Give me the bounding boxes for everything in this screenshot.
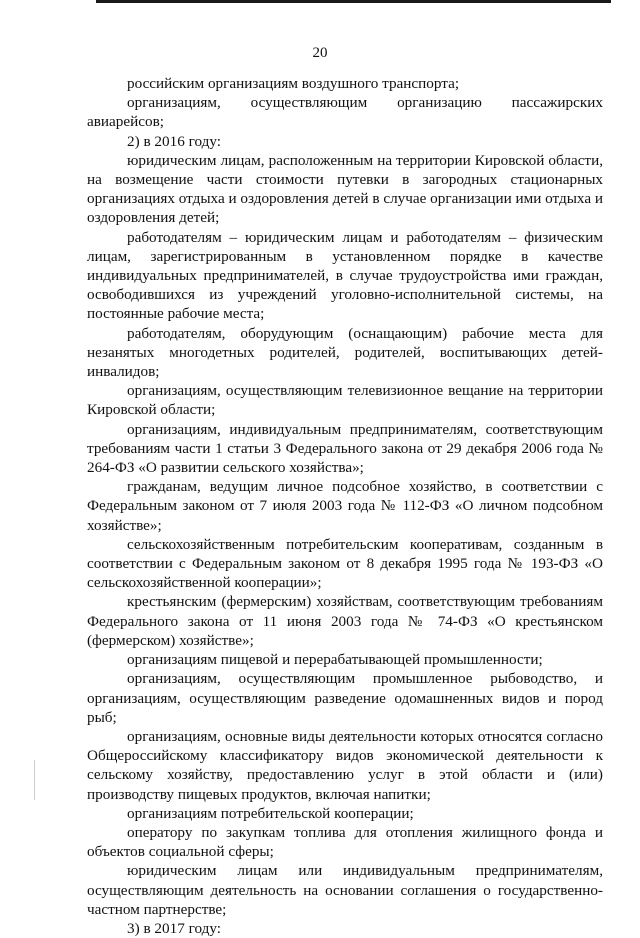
paragraph: организациям пищевой и перерабатывающей промышленности; — [127, 651, 543, 669]
paragraph: сельскохозяйственным потребительским кооперативам, созданным в соответствии с Федеральным законом от 8 декабря 1995 года № 193-ФЗ «О сельскохозяйственной кооперации»; — [87, 535, 603, 592]
paragraph: организациям, основные виды деятельности которых относятся согласно Общероссийскому классификатору видов экономической деятельности к сельскому хозяйству, предоставлению услуг в этой области и (или) производству пищевых продуктов, включая напитки; — [87, 727, 603, 803]
paragraph: организациям, осуществляющим организацию пассажирских авиарейсов; — [87, 94, 603, 131]
top-border-rule — [96, 0, 611, 3]
paragraph: юридическим лицам, расположенным на территории Кировской области, на возмещение части стоимости путевки в загородных стационарных организациях отдыха и оздоровления детей в случае организации ими отдыха и оздоровления детей; — [87, 151, 603, 227]
paragraph: гражданам, ведущим личное подсобное хозяйство, в соответствии с Федеральным законом от 7 июля 2003 года № 112-ФЗ «О личном подсобном хозяйстве»; — [87, 478, 603, 534]
paragraph: организациям, индивидуальным предпринимателям, соответствующим требованиям части 1 статьи 3 Федерального закона от 29 декабря 2006 года № 264-ФЗ «О развитии сельского хозяйства»; — [87, 420, 603, 477]
paragraph: организациям потребительской кооперации; — [127, 804, 414, 822]
paragraph: оператору по закупкам топлива для отопления жилищного фонда и объектов социальной сферы; — [87, 823, 603, 861]
paragraph: российским организациям воздушного транспорта; — [127, 75, 460, 92]
paragraph: крестьянским (фермерским) хозяйствам, соответствующим требованиям Федерального закона от 11 июня 2003 года № 74-ФЗ «О крестьянском (фермерском) хозяйстве»; — [87, 593, 603, 649]
paragraph: работодателям, оборудующим (оснащающим) рабочие места для незанятых многодетных родителей, родителей, воспитывающих детей-инвалидов; — [87, 324, 603, 381]
paragraph: 3) в 2017 году: — [127, 919, 221, 937]
paragraph: организациям, осуществляющим промышленное рыбоводство, и организациям, осуществляющим разведение одомашненных видов и пород рыб; — [87, 670, 603, 726]
paragraph: юридическим лицам или индивидуальным предпринимателям, осуществляющим деятельность на основании соглашения о государственно-частном партнерстве; — [87, 862, 603, 918]
scan-margin-mark — [34, 760, 35, 800]
document-body — [87, 74, 603, 938]
paragraph: работодателям – юридическим лицам и работодателям – физическим лицам, зарегистрированным в установленном порядке в качестве индивидуальных предпринимателей, в случае трудоустройства ими граждан, освободившихся из учреждений уголовно-исполнительной системы, на постоянные рабочие места; — [87, 228, 603, 323]
page-number: 20 — [312, 45, 328, 61]
paragraph: организациям, осуществляющим телевизионное вещание на территории Кировской области; — [87, 382, 603, 419]
paragraph: 2) в 2016 году: — [127, 132, 221, 150]
